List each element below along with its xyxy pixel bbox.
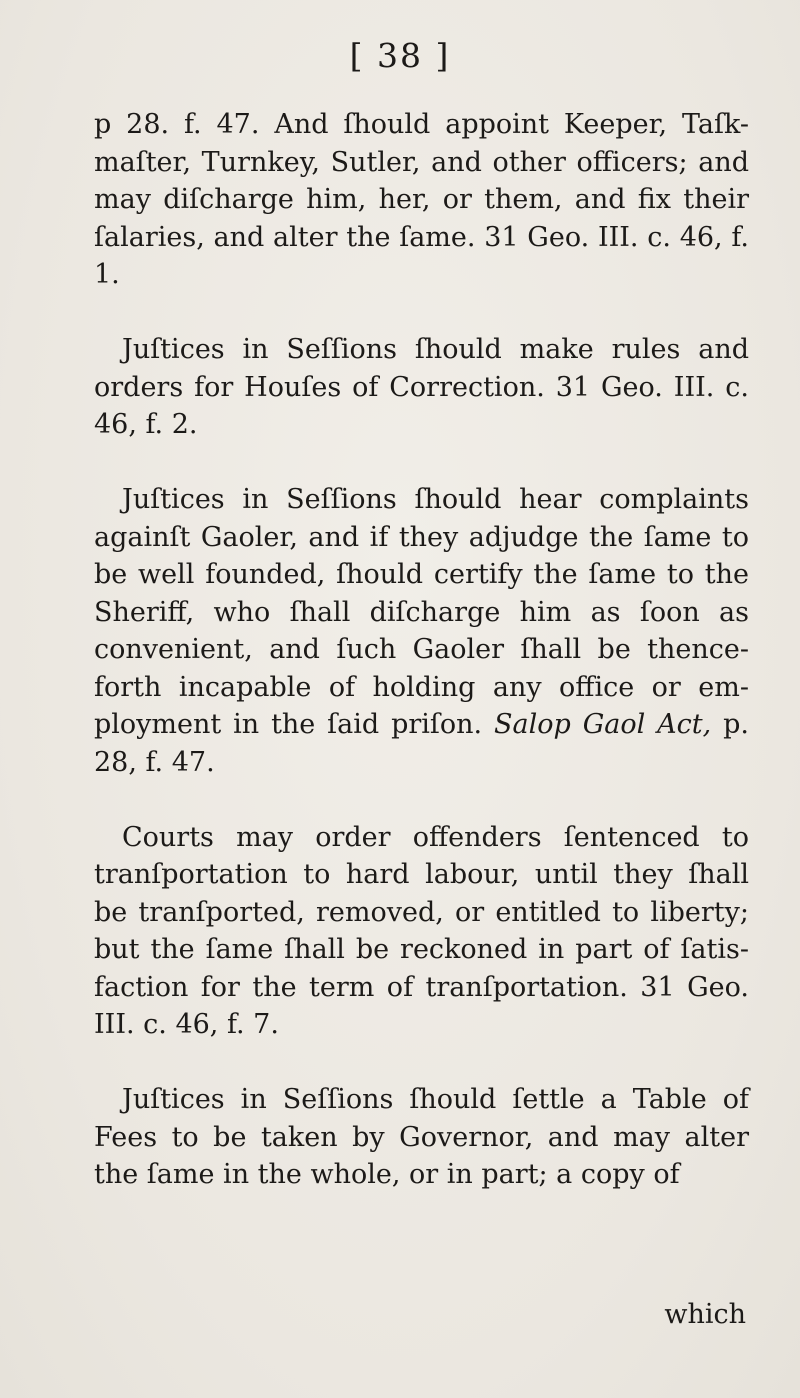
paragraph-3-text: Juſtices in Seſſions ſhould hear complaints againſt Gaoler, and if they adjudge the ſame to be well founded, ſhould certify the ſame to the Sheriff, who ſhall diſcharge him as ſoon as convenient, and ſuch Gaoler ſhall be thence-forth incapable of holding any office or em-ployment in the ſaid priſon.: [94, 484, 749, 740]
catchword: which: [664, 1299, 746, 1330]
page-number-header: [ 38 ]: [349, 36, 451, 75]
paragraph-3: [94, 481, 749, 781]
paragraph-4: [94, 819, 749, 1044]
paragraph-2-text: Juſtices in Seſſions ſhould make rules and orders for Houſes of Correction. 31 Geo. III. c. 46, f. 2.: [94, 334, 749, 440]
paragraph-2: [94, 331, 749, 444]
paragraph-4-text: Courts may order offenders ſentenced to tranſportation to hard labour, until they ſhall be tranſported, removed, or entitled to liberty; but the ſame ſhall be reckoned in part of ſatis-faction for the term of tranſportation. 31 Geo. III. c. 46, f. 7.: [94, 821, 749, 1040]
page-body: [94, 78, 749, 1231]
paragraph-5-text: Juſtices in Seſſions ſhould ſettle a Table of Fees to be taken by Governor, and may alter the ſame in the whole, or in part; a copy of: [94, 1084, 749, 1190]
paragraph-1: [94, 106, 749, 294]
paragraph-3-tail: p. 28, f. 47.: [94, 709, 749, 778]
paragraph-5: [94, 1081, 749, 1194]
paragraph-1-text: p 28. f. 47. And ſhould appoint Keeper, Taſk-maſter, Turnkey, Sutler, and other officers; and may diſcharge him, her, or them, and fix their ſalaries, and alter the ſame. 31 Geo. III. c. 46, f. 1.: [94, 109, 749, 290]
paragraph-3-citation: Salop Gaol Act,: [494, 709, 712, 740]
